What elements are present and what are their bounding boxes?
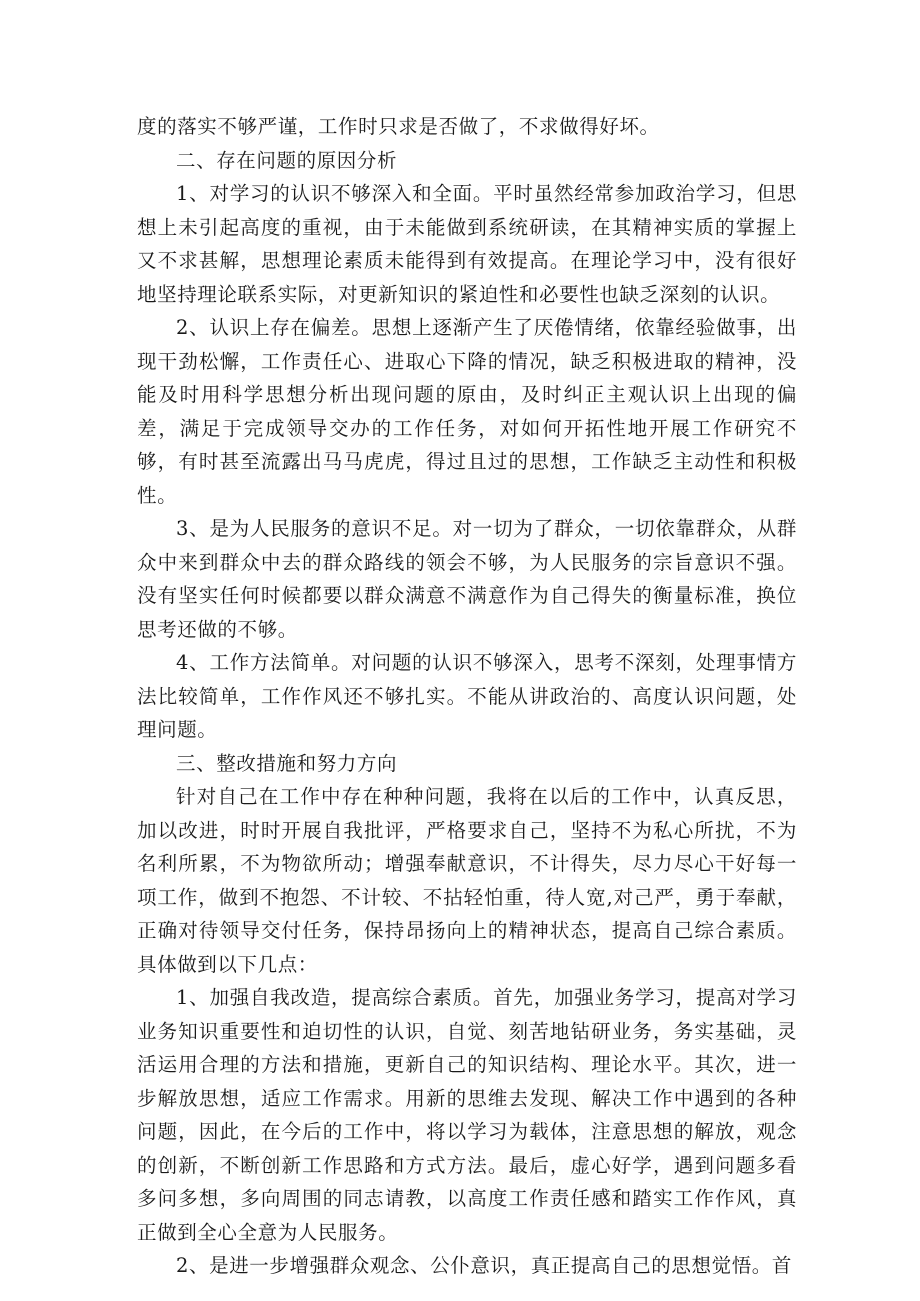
section-heading-cause-analysis: 二、存在问题的原因分析 — [176, 148, 398, 172]
paragraph-cause-1: 1、对学习的认识不够深入和全面。平时虽然经常参加政治学习，但思想上未引起高度的重视，由于未能做到系统研读，在其精神实质的掌握上又不求甚解，思想理论素质未能得到有效提高。在理论学习中，没有很好地坚持理论联系实际，对更新知识的紧迫性和必要性也缺乏深刻的认识。 — [137, 182, 797, 306]
paragraph-continuation: 度的落实不够严谨，工作时只求是否做了，不求做得好坏。 — [137, 115, 660, 138]
paragraph-measure-1: 1、加强自我改造，提高综合素质。首先，加强业务学习，提高对学习业务知识重要性和迫切性的认识，自觉、刻苦地钻研业务，务实基础，灵活运用合理的方法和措施，更新自己的知识结构、理论水平。其次，进一步解放思想，适应工作需求。用新的思维去发现、解决工作中遇到的各种问题，因此，在今后的工作中，将以学习为载体，注意思想的解放，观念的创新，不断创新工作思路和方式方法。最后，虚心好学，遇到问题多看多问多想，多向周围的同志请教，以高度工作责任感和踏实工作作风，真正做到全心全意为人民服务。 — [137, 986, 797, 1244]
document-body — [137, 110, 797, 1283]
paragraph-cause-4: 4、工作方法简单。对问题的认识不够深入，思考不深刻，处理事情方法比较简单，工作作风还不够扎实。不能从讲政治的、高度认识问题，处理问题。 — [137, 651, 797, 741]
paragraph-cause-2: 2、认识上存在偏差。思想上逐渐产生了厌倦情绪，依靠经验做事，出现干劲松懈，工作责任心、进取心下降的情况，缺乏积极进取的精神，没能及时用科学思想分析出现问题的原由，及时纠正主观认识上出现的偏差，满足于完成领导交办的工作任务，对如何开拓性地开展工作研究不够，有时甚至流露出马马虎虎，得过且过的思想，工作缺乏主动性和积极性。 — [137, 316, 797, 507]
section-heading-rectification: 三、整改措施和努力方向 — [176, 751, 398, 775]
paragraph-cause-3: 3、是为人民服务的意识不足。对一切为了群众，一切依靠群众，从群众中来到群众中去的群众路线的领会不够，为人民服务的宗旨意识不强。没有坚实任何时候都要以群众满意不满意作为自己得失的衡量标准，换位思考还做的不够。 — [137, 517, 797, 641]
paragraph-rectification-intro: 针对自己在工作中存在种种问题，我将在以后的工作中，认真反思，加以改进，时时开展自我批评，严格要求自己，坚持不为私心所扰，不为名利所累，不为物欲所动；增强奉献意识，不计得失，尽力尽心干好每一项工作，做到不抱怨、不计较、不拈轻怕重，待人宽,对己严，勇于奉献，正确对待领导交付任务，保持昂扬向上的精神状态，提高自己综合素质。具体做到以下几点： — [137, 785, 797, 976]
paragraph-measure-2: 2、是进一步增强群众观念、公仆意识，真正提高自己的思想觉悟。首 — [176, 1254, 793, 1277]
